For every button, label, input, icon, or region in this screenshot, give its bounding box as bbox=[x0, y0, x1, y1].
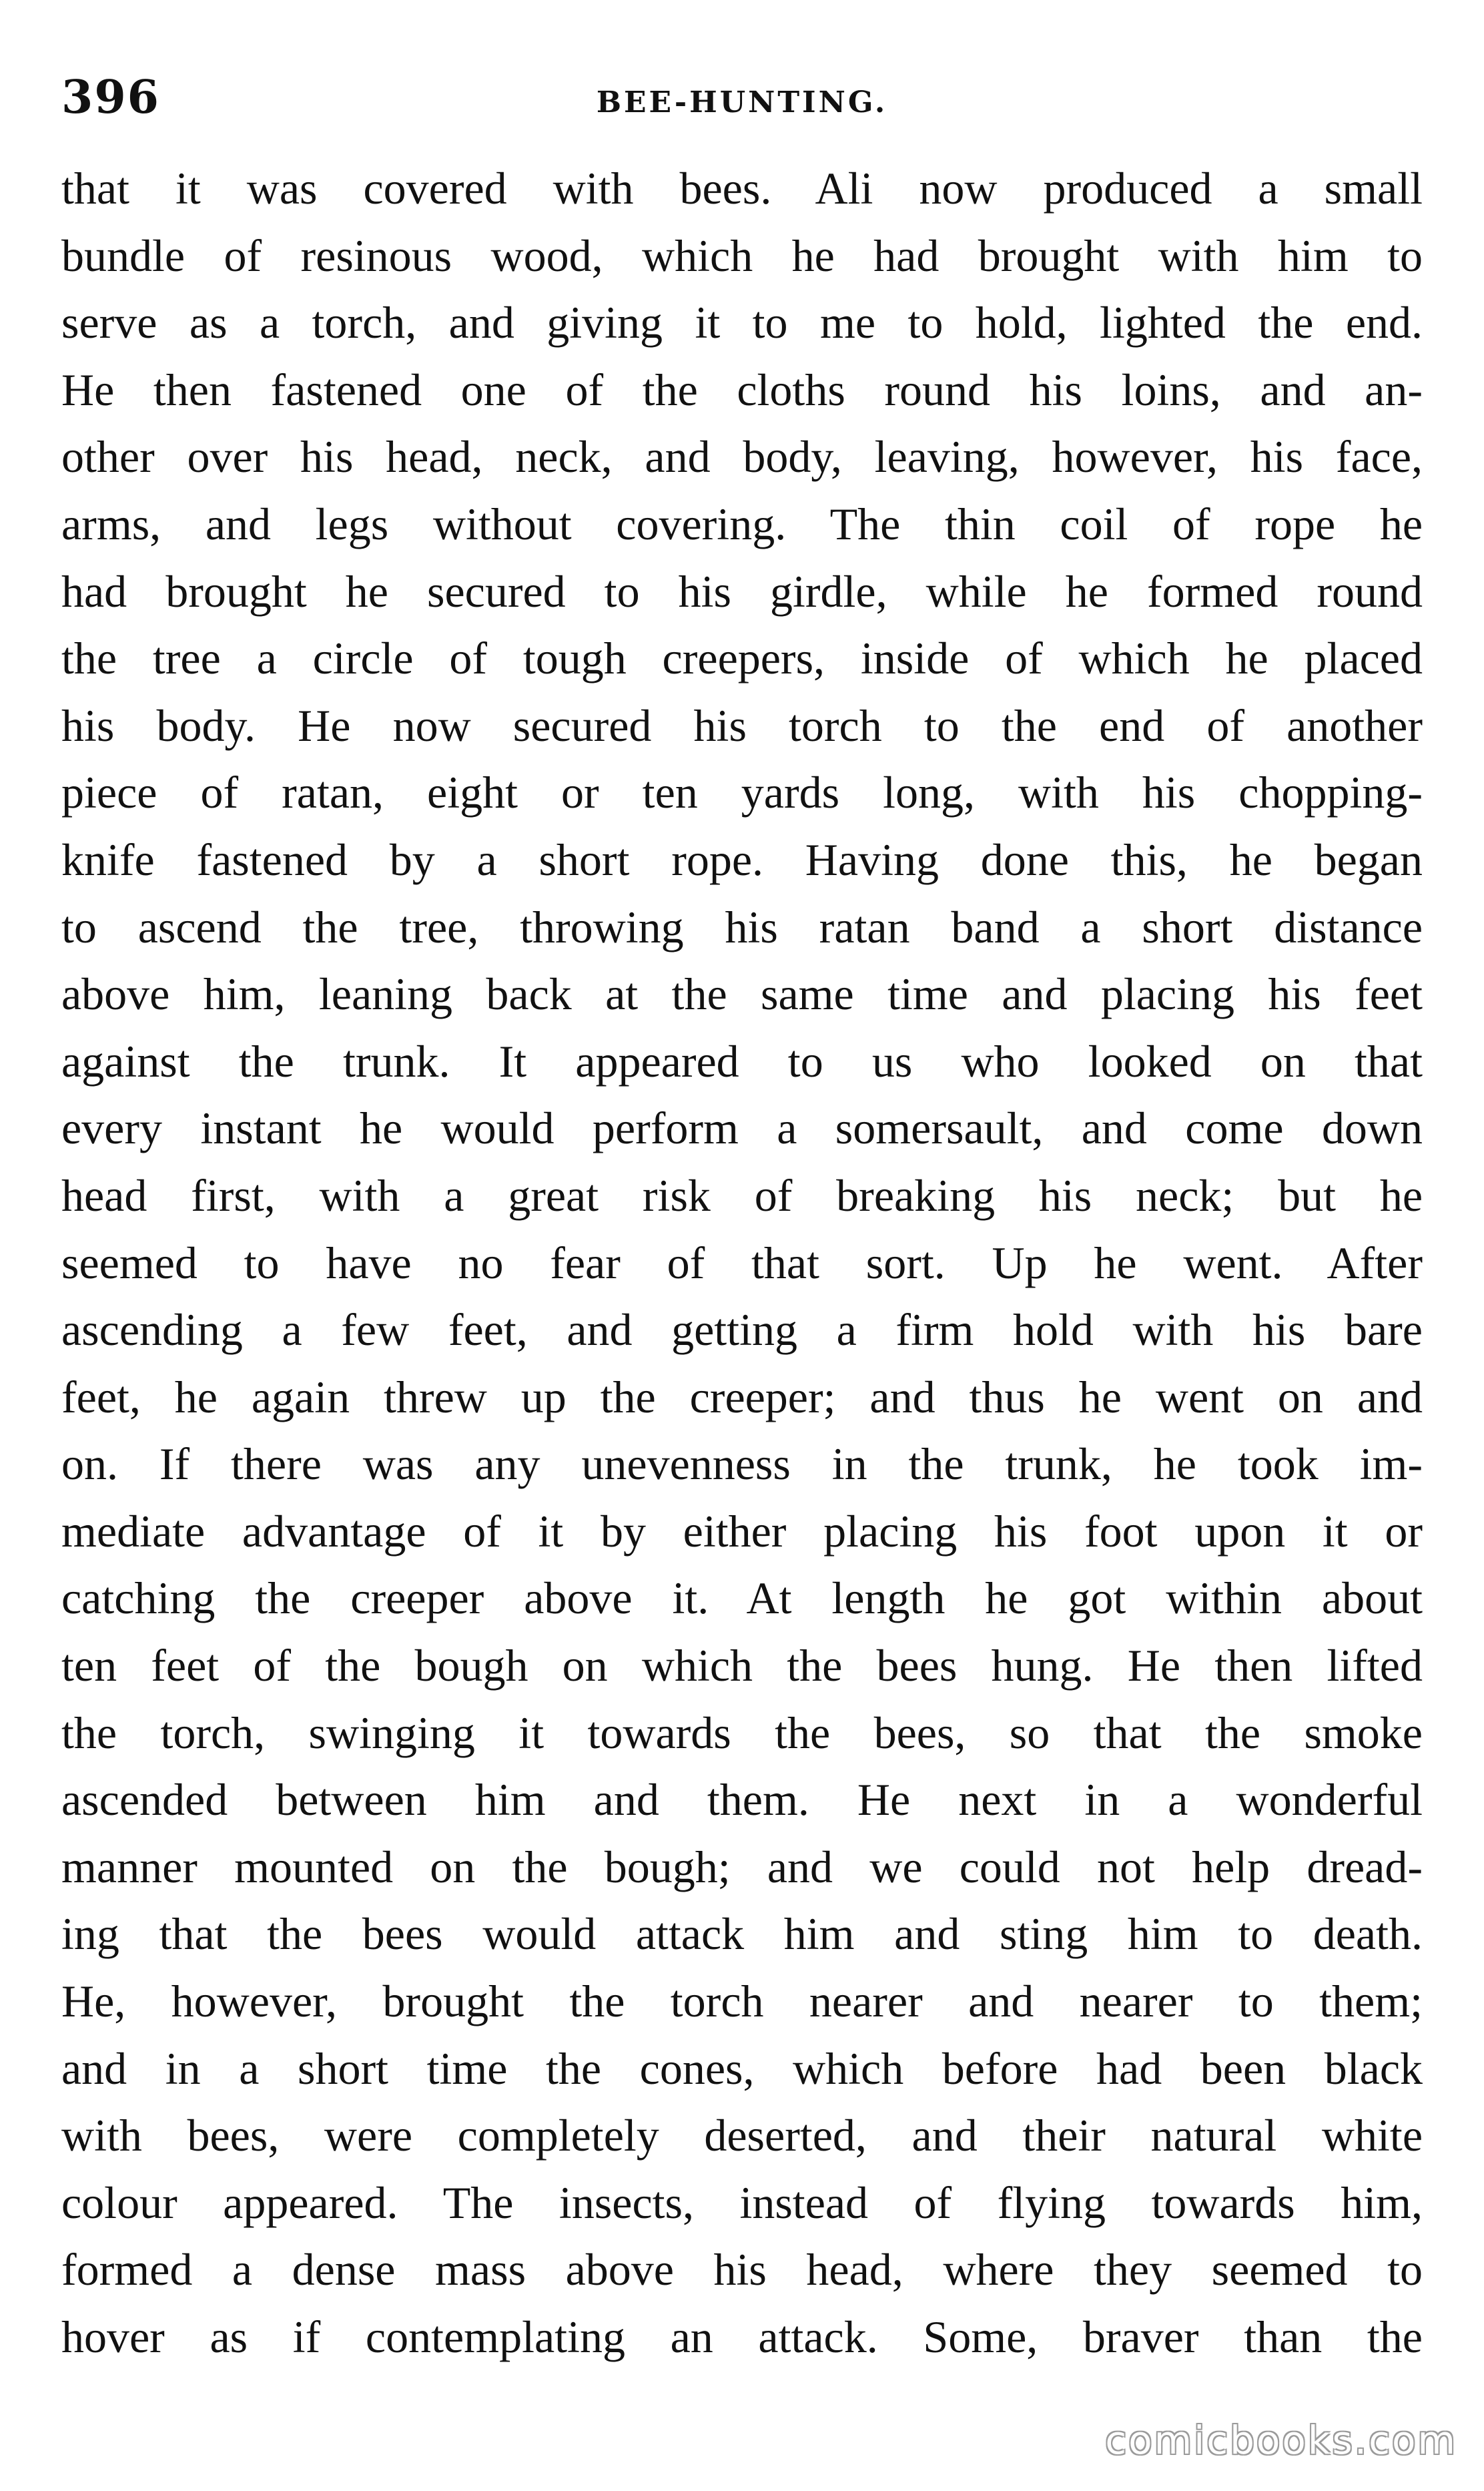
text-line-33: hover as if contemplating an attack. Some, braver than the bbox=[61, 2311, 1423, 2362]
text-line-13: above him, leaning back at the same time and placing his feet bbox=[61, 968, 1423, 1020]
body-text bbox=[61, 155, 1423, 2371]
text-line-18: ascending a few feet, and getting a firm hold with his bare bbox=[61, 1304, 1423, 1356]
text-line-24: the torch, swinging it towards the bees, so that the smoke bbox=[61, 1707, 1423, 1758]
text-line-28: He, however, brought the torch nearer and nearer to them; bbox=[61, 1976, 1423, 2027]
text-line-31: colour appeared. The insects, instead of flying towards him, bbox=[61, 2177, 1423, 2228]
text-line-32: formed a dense mass above his head, where they seemed to bbox=[61, 2244, 1423, 2295]
text-line-14: against the trunk. It appeared to us who looked on that bbox=[61, 1035, 1423, 1087]
text-line-22: catching the creeper above it. At length he got within about bbox=[61, 1573, 1423, 1624]
text-line-7: had brought he secured to his girdle, while he formed round bbox=[61, 565, 1423, 617]
text-line-29: and in a short time the cones, which before had been black bbox=[61, 2042, 1423, 2094]
text-line-21: mediate advantage of it by either placing his foot upon it or bbox=[61, 1505, 1423, 1557]
text-line-30: with bees, were completely deserted, and their natural white bbox=[61, 2110, 1423, 2161]
running-title: BEE-HUNTING. bbox=[596, 85, 888, 119]
text-line-5: other over his head, neck, and body, leaving, however, his face, bbox=[61, 431, 1423, 483]
text-line-8: the tree a circle of tough creepers, inside of which he placed bbox=[61, 633, 1423, 684]
text-line-23: ten feet of the bough on which the bees hung. He then lifted bbox=[61, 1640, 1423, 1691]
text-line-27: ing that the bees would attack him and sting him to death. bbox=[61, 1908, 1423, 1960]
text-line-26: manner mounted on the bough; and we could not help dread- bbox=[61, 1841, 1423, 1892]
text-line-12: to ascend the tree, throwing his ratan band a short distance bbox=[61, 901, 1423, 952]
text-line-11: knife fastened by a short rope. Having done this, he began bbox=[61, 834, 1423, 885]
text-line-1: that it was covered with bees. Ali now produced a small bbox=[61, 163, 1423, 214]
watermark: comicbooks.com bbox=[1105, 2418, 1457, 2463]
text-line-25: ascended between him and them. He next in a wonderful bbox=[61, 1774, 1423, 1826]
page-number: 396 bbox=[61, 71, 160, 124]
text-line-17: seemed to have no fear of that sort. Up he went. After bbox=[61, 1237, 1423, 1288]
text-line-16: head first, with a great risk of breaking his neck; but he bbox=[61, 1169, 1423, 1221]
text-line-15: every instant he would perform a somersault, and come down bbox=[61, 1103, 1423, 1154]
text-line-19: feet, he again threw up the creeper; and thus he went on and bbox=[61, 1371, 1423, 1422]
running-head bbox=[61, 64, 1423, 131]
text-line-4: He then fastened one of the cloths round his loins, and an- bbox=[61, 364, 1423, 415]
text-line-20: on. If there was any unevenness in the trunk, he took im- bbox=[61, 1438, 1423, 1490]
text-line-3: serve as a torch, and giving it to me to hold, lighted the end. bbox=[61, 297, 1423, 348]
text-line-2: bundle of resinous wood, which he had brought with him to bbox=[61, 230, 1423, 281]
text-line-10: piece of ratan, eight or ten yards long, with his chopping- bbox=[61, 767, 1423, 818]
text-line-6: arms, and legs without covering. The thin coil of rope he bbox=[61, 498, 1423, 549]
text-line-9: his body. He now secured his torch to the end of another bbox=[61, 700, 1423, 751]
